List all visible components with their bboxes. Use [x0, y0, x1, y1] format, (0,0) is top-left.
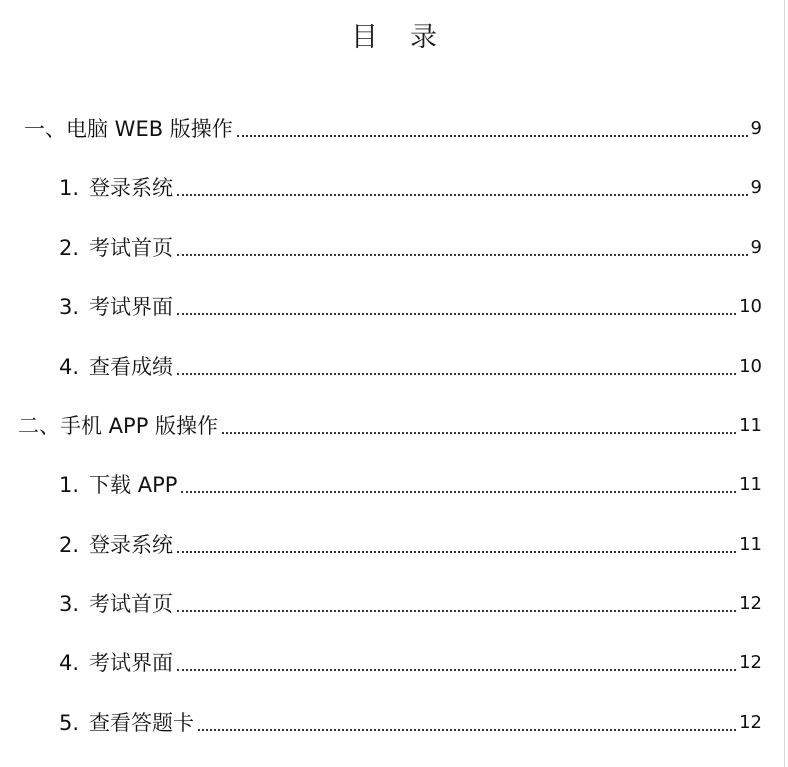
toc-title [0, 18, 788, 58]
dot-leader [181, 491, 736, 493]
page-edge [784, 0, 785, 767]
toc-page-number: 12 [739, 712, 762, 733]
toc-entry-number: 3. [59, 592, 80, 616]
toc-entry-2-4[interactable] [59, 648, 762, 678]
toc-entry-number: 4. [59, 355, 80, 379]
toc-entry-label: 登录系统 [89, 176, 174, 200]
toc-entry-1-4[interactable] [59, 352, 762, 382]
toc-entry-1-1[interactable] [59, 173, 762, 203]
toc-entry-number: 5. [59, 711, 80, 735]
toc-page-number: 12 [739, 593, 762, 614]
toc-entry-number: 4. [59, 651, 80, 675]
toc-entry-1-2[interactable] [59, 233, 762, 263]
toc-entry-number: 1. [59, 176, 80, 200]
toc-section-2[interactable] [18, 411, 762, 441]
toc-entry-2-5[interactable] [59, 708, 762, 738]
toc-page-number: 11 [739, 474, 762, 495]
toc-entry-label: 考试首页 [89, 592, 174, 616]
dot-leader [177, 551, 736, 553]
toc-entry-number: 2. [59, 533, 80, 557]
dot-leader [177, 194, 748, 196]
toc-entry-label: 下载 APP [89, 473, 178, 497]
toc-section-1[interactable] [24, 114, 762, 144]
toc-entry-label: 查看答题卡 [89, 711, 195, 735]
toc-entry-number: 3. [59, 295, 80, 319]
toc-page-number: 12 [739, 652, 762, 673]
dot-leader [177, 313, 736, 315]
toc-title-char-1: 目 [351, 22, 378, 53]
toc-entry-2-2[interactable] [59, 530, 762, 560]
toc-section-label: 二、手机 APP 版操作 [18, 414, 219, 438]
toc-entry-1-3[interactable] [59, 292, 762, 322]
toc-page-number: 9 [750, 237, 762, 258]
toc-entry-label: 考试界面 [89, 295, 174, 319]
dot-leader [177, 254, 748, 256]
toc-page-number: 11 [739, 415, 762, 436]
toc-entry-label: 考试首页 [89, 236, 174, 260]
toc-page-number: 10 [739, 296, 762, 317]
toc-entry-label: 考试界面 [89, 651, 174, 675]
dot-leader [177, 610, 736, 612]
toc-title-char-2: 录 [410, 22, 437, 53]
dot-leader [237, 135, 748, 137]
toc-page-number: 11 [739, 534, 762, 555]
toc-page-number: 10 [739, 356, 762, 377]
dot-leader [177, 373, 736, 375]
dot-leader [177, 669, 736, 671]
dot-leader [198, 729, 736, 731]
dot-leader [222, 432, 736, 434]
toc-section-label: 一、电脑 WEB 版操作 [24, 117, 233, 141]
toc-page-number: 9 [750, 177, 762, 198]
toc-entry-label: 登录系统 [89, 533, 174, 557]
toc-entry-2-3[interactable] [59, 589, 762, 619]
toc-page-number: 9 [750, 118, 762, 139]
toc-entry-2-1[interactable] [59, 470, 762, 500]
toc-entry-number: 2. [59, 236, 80, 260]
toc-entry-number: 1. [59, 473, 80, 497]
toc-entry-label: 查看成绩 [89, 355, 174, 379]
